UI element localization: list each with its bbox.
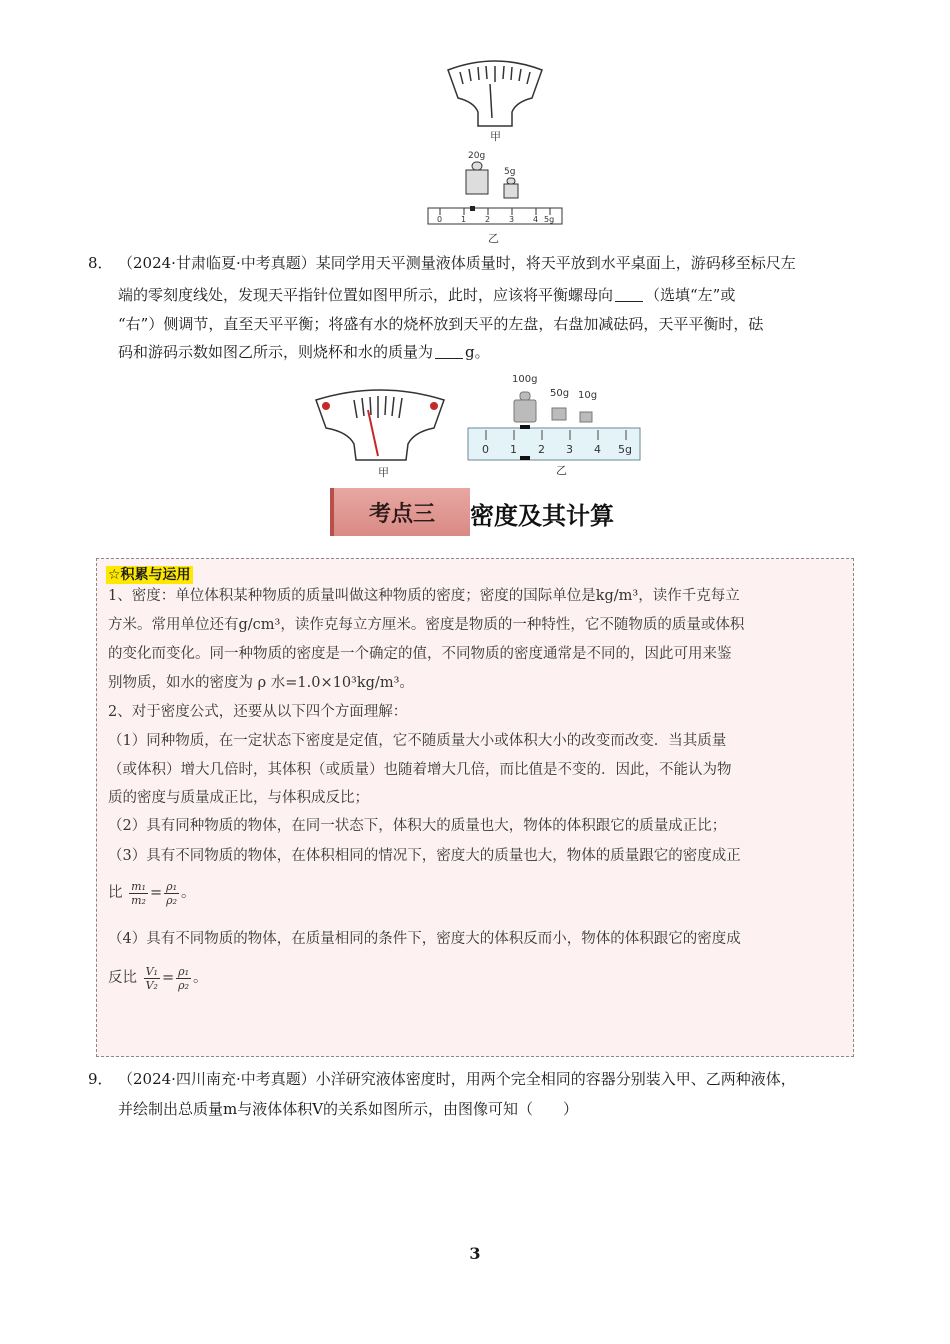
ruler — [428, 208, 562, 224]
box-line: 方米。常用单位还有g/cm³，读作克每立方厘米。密度是物质的一种特性，它不随物质的质量或体积 — [108, 617, 745, 633]
box-line: （或体积）增大几倍时，其体积（或质量）也随着增大几倍，而比值是不变的．因此，不能认为物 — [108, 762, 732, 778]
top-label-jia: 甲 — [490, 130, 501, 143]
weight-5g — [504, 184, 518, 198]
q8-blank-1[interactable] — [615, 287, 643, 302]
q8-blank-2[interactable] — [435, 344, 463, 359]
fraction-rho: $\frac{\text{ρ₁}}{\text{ρ₂}}$ — [178, 964, 190, 992]
weight-20g — [466, 170, 488, 194]
top-balance-figure — [420, 58, 570, 248]
box-line: （3）具有不同物质的物体，在体积相同的情况下，密度大的质量也大，物体的质量跟它的密度成正 — [108, 848, 741, 864]
svg-text:3: 3 — [566, 443, 573, 456]
weight-10g — [580, 412, 592, 422]
top-label-yi: 乙 — [488, 232, 499, 245]
fraction-rho: $\frac{\text{ρ₁}}{\text{ρ₂}}$ — [166, 879, 177, 907]
box-line: （2）具有同种物质的物体，在同一状态下，体积大的质量也大，物体的体积跟它的质量成正比； — [108, 818, 727, 834]
svg-text:2: 2 — [485, 215, 491, 224]
section-badge: 考点三 — [330, 488, 470, 536]
q9-line1: 9． （2024·四川南充·中考真题）小洋研究液体密度时，用两个完全相同的容器分别装入甲、乙两种液体， — [88, 1070, 796, 1088]
q8-weights-ruler — [466, 368, 644, 480]
q8-rider-top — [520, 425, 530, 429]
knowledge-box-title: ☆积累与运用 — [108, 567, 191, 583]
box-line: 的变化而变化。同一种物质的密度是一个确定的值，不同物质的密度通常是不同的，因此可用来鉴 — [108, 646, 732, 662]
q8-number: 8． — [88, 254, 113, 272]
svg-text:0: 0 — [482, 443, 489, 456]
q8-line3: “右”）侧调节，直至天平平衡；将盛有水的烧杯放到天平的左盘，右盘加减砝码，天平平衡时，砝 — [118, 315, 764, 333]
box-line: 1、密度：单位体积某种物质的质量叫做这种物质的密度；密度的国际单位是kg/m³，读作千克每立 — [108, 588, 740, 604]
q8-line4: 码和游码示数如图乙所示，则烧杯和水的质量为 g。 — [118, 343, 490, 361]
dial-screw-right — [430, 402, 438, 410]
box-line: （1）同种物质，在一定状态下密度是定值，它不随质量大小或体积大小的改变而改变．当其质量 — [108, 733, 727, 749]
box-line: （4）具有不同物质的物体，在质量相同的条件下，密度大的体积反而小，物体的体积跟它的密度成 — [108, 931, 741, 947]
svg-text:0: 0 — [437, 215, 443, 224]
svg-text:2: 2 — [538, 443, 545, 456]
weight-50g — [552, 408, 566, 420]
svg-text:1: 1 — [461, 215, 467, 224]
box-formula-volume: 反比 $\frac{\text{V₁}}{\text{V₂}}$ = $\frac{\text{ρ₁}}{\text{ρ₂}}$ 。 — [108, 964, 208, 992]
q8-balance-dial — [310, 386, 450, 482]
weight-5g-label: 5g — [504, 167, 516, 177]
box-line: 2、对于密度公式，还要从以下四个方面理解： — [108, 704, 408, 720]
svg-text:5g: 5g — [544, 215, 555, 224]
q8-ruler — [468, 428, 640, 460]
rider — [470, 206, 475, 211]
q8-line2: 端的零刻度线处，发现天平指针位置如图甲所示，此时，应该将平衡螺母向 （选填“左”或 — [118, 286, 736, 304]
weight-50g-label: 50g — [550, 388, 570, 399]
q8-line1: 8． （2024·甘肃临夏·中考真题）某同学用天平测量液体质量时，将天平放到水平桌面上，游码移至标尺左 — [88, 254, 796, 272]
q9-number: 9． — [88, 1070, 113, 1088]
weight-10g-label: 10g — [578, 390, 598, 401]
fraction-v: $\frac{\text{V₁}}{\text{V₂}}$ — [145, 964, 158, 992]
weight-100g — [514, 400, 536, 422]
svg-text:4: 4 — [533, 215, 539, 224]
q9-line2: 并绘制出总质量m与液体体积V的关系如图所示，由图像可知（ ） — [118, 1100, 579, 1118]
dial-screw-left — [322, 402, 330, 410]
svg-text:3: 3 — [509, 215, 515, 224]
page-number: 3 — [469, 1244, 481, 1263]
q8-label-yi: 乙 — [556, 464, 567, 477]
weight-100g-label: 100g — [512, 374, 538, 385]
svg-text:1: 1 — [510, 443, 517, 456]
weight-20g-label: 20g — [468, 151, 486, 161]
q8-rider-bottom — [520, 456, 530, 460]
section-title: 密度及其计算 — [470, 502, 614, 530]
box-line: 别物质，如水的密度为 ρ 水=1.0×10³kg/m³。 — [108, 675, 414, 691]
fraction-m: $\frac{\text{m₁}}{\text{m₂}}$ — [131, 879, 146, 907]
q8-label-jia: 甲 — [378, 466, 389, 479]
svg-text:4: 4 — [594, 443, 601, 456]
box-formula-mass: 比 $\frac{\text{m₁}}{\text{m₂}}$ = $\frac{\text{ρ₁}}{\text{ρ₂}}$ 。 — [108, 879, 196, 907]
svg-text:5g: 5g — [618, 443, 632, 456]
box-line: 质的密度与质量成正比，与体积成反比； — [108, 790, 369, 806]
